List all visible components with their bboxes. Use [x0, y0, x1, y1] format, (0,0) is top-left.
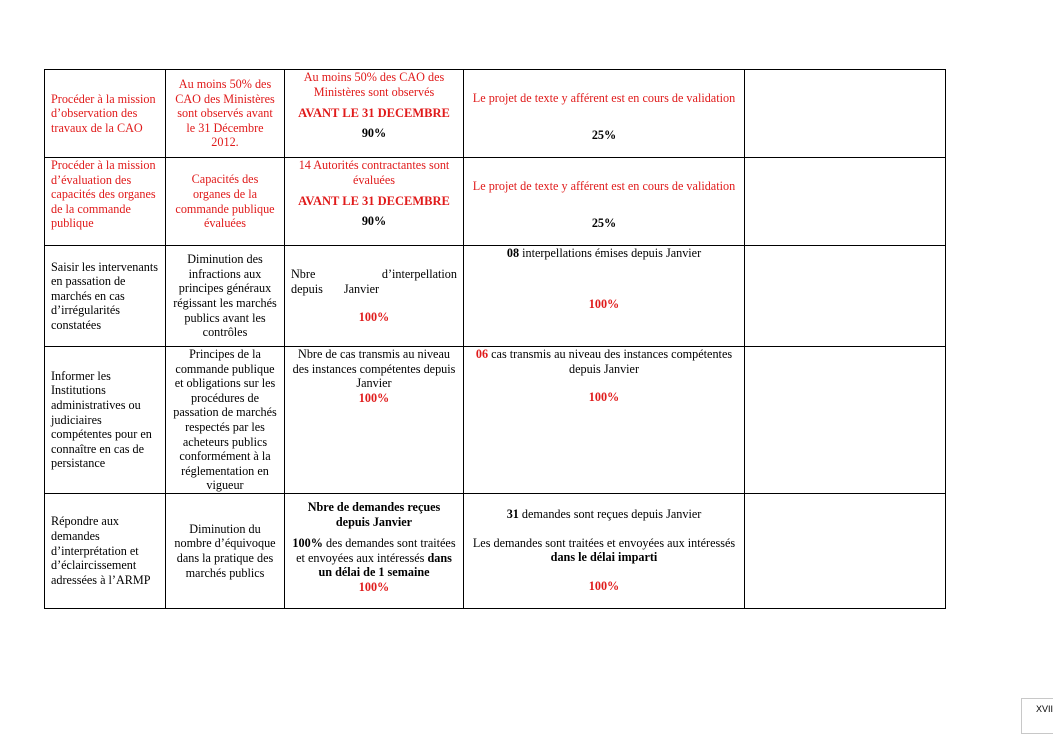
status-text: demandes sont reçues depuis Janvier — [518, 506, 702, 521]
status-percent: 100% — [588, 390, 620, 405]
indicator-text: Au moins 50% des CAO des Ministères sont observés — [303, 70, 445, 99]
status-text: interpellations émises depuis Janvier — [519, 246, 702, 260]
cell-action — [45, 493, 166, 608]
indicator-text: Nbre d’interpellation depuis Janvier — [291, 267, 457, 296]
indicator-percent-inline: 100% — [292, 536, 323, 551]
status-percent: 25% — [591, 127, 617, 142]
action-text: Procéder à la mission d’observation des travaux de la CAO — [51, 91, 156, 135]
cell-indicator — [285, 493, 464, 608]
status-text: cas transmis au niveau des instances compétentes depuis Janvier — [488, 347, 733, 376]
status-line2: Les demandes sont traitées et envoyées aux intéressés — [472, 535, 736, 550]
cell-empty — [745, 493, 946, 608]
cell-status — [464, 493, 745, 608]
cell-result — [166, 493, 285, 608]
cell-empty — [745, 246, 946, 347]
result-text: Diminution des infractions aux principes généraux régissant les marchés publics avant les contrôles — [173, 252, 277, 340]
result-text: Capacités des organes de la commande publique évaluées — [175, 172, 275, 231]
status-text: Le projet de texte y afférent est en cours de validation — [472, 179, 736, 193]
cell-status — [464, 347, 745, 494]
cell-empty — [745, 158, 946, 246]
indicator-text: Nbre de cas transmis au niveau des instances compétentes depuis Janvier — [292, 347, 456, 391]
status-count: 31 — [506, 506, 519, 521]
result-text: Principes de la commande publique et obligations sur les procédures de passation de marchés respectés par les acheteurs publics conformément à la réglementation en vigueur — [173, 347, 277, 493]
cell-empty — [745, 347, 946, 494]
indicator-title: Nbre de demandes reçues depuis Janvier — [307, 499, 441, 529]
table-row — [45, 158, 946, 246]
status-percent: 100% — [588, 296, 620, 311]
cell-status — [464, 158, 745, 246]
cell-action — [45, 158, 166, 246]
deadline-text: AVANT LE 31 DECEMBRE — [298, 194, 450, 209]
indicator-delay: dans un délai de 1 semaine — [318, 550, 452, 580]
action-text: Informer les Institutions administratives ou judiciaires compétentes pour en connaître en cas de persistance — [51, 368, 152, 471]
cell-indicator — [285, 347, 464, 494]
cell-status — [464, 70, 745, 158]
status-count: 06 — [475, 347, 489, 361]
cell-result — [166, 158, 285, 246]
deadline-text: AVANT LE 31 DECEMBRE — [298, 106, 450, 121]
cell-result — [166, 70, 285, 158]
indicator-percent: 100% — [358, 579, 390, 594]
cell-action — [45, 70, 166, 158]
result-text: Au moins 50% des CAO des Ministères sont observés avant le 31 Décembre 2012. — [175, 77, 275, 150]
status-line2-bold: dans le délai imparti — [550, 550, 658, 565]
table-row — [45, 493, 946, 608]
indicator-text: des demandes sont traitées et envoyées aux intéressés — [296, 536, 456, 565]
result-text: Diminution du nombre d’équivoque dans la pratique des marchés publics — [174, 521, 276, 580]
status-percent: 100% — [588, 578, 620, 593]
cell-status — [464, 246, 745, 347]
action-text: Procéder à la mission d’évaluation des capacités des organes de la commande publique — [51, 158, 156, 231]
cell-action — [45, 347, 166, 494]
action-text: Répondre aux demandes d’interprétation et d’éclaircissement adressées à l’ARMP — [51, 514, 151, 587]
indicator-percent: 100% — [358, 310, 390, 325]
status-count: 08 — [506, 246, 520, 260]
cell-result — [166, 246, 285, 347]
cell-indicator — [285, 158, 464, 246]
cell-result — [166, 347, 285, 494]
cell-indicator — [285, 70, 464, 158]
progress-table — [44, 69, 946, 609]
indicator-percent: 100% — [358, 390, 390, 405]
indicator-text: 14 Autorités contractantes sont évaluées — [298, 158, 450, 187]
table-row — [45, 347, 946, 494]
status-percent: 25% — [591, 215, 617, 230]
table-row — [45, 70, 946, 158]
cell-empty — [745, 70, 946, 158]
status-text: Le projet de texte y afférent est en cours de validation — [472, 91, 736, 105]
indicator-percent: 90% — [361, 213, 387, 228]
action-text: Saisir les intervenants en passation de marchés en cas d’irrégularités constatées — [51, 259, 158, 332]
cell-action — [45, 246, 166, 347]
page-number: XVII — [1021, 698, 1053, 734]
cell-indicator — [285, 246, 464, 347]
table-row — [45, 246, 946, 347]
indicator-percent: 90% — [361, 125, 387, 140]
